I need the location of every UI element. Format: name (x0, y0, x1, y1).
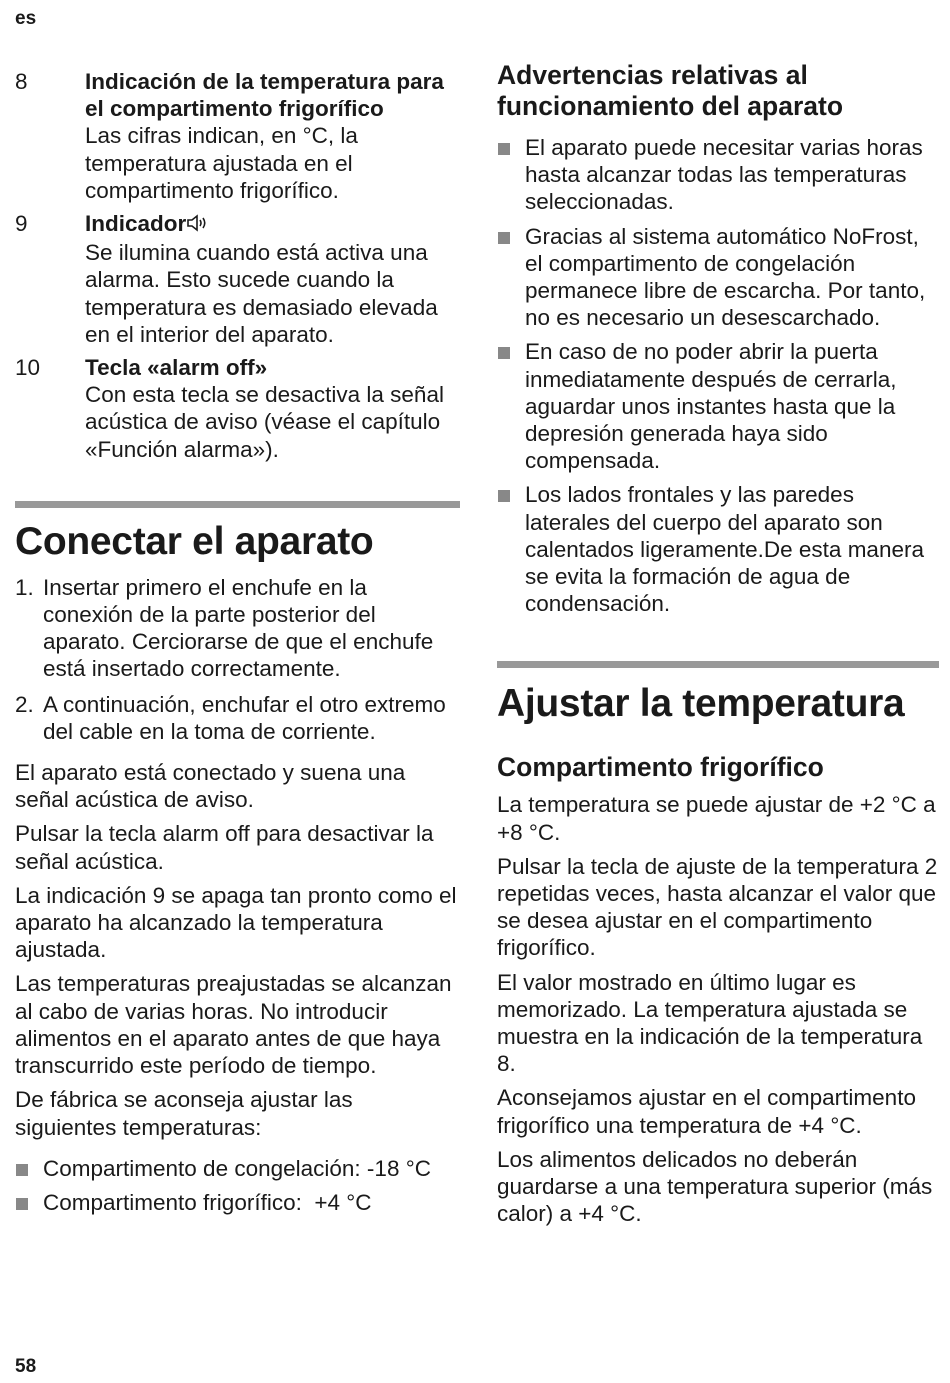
legend-item-8 (15, 68, 460, 204)
page-number: 58 (15, 1356, 37, 1377)
list-item (15, 574, 460, 683)
paragraph: Las temperaturas preajustadas se alcanzan al cabo de varias horas. No introducir alimentos en el aparato antes de que haya transcurrido este período de tiempo. (15, 971, 452, 1079)
step-text: Insertar primero el enchufe en la conexión de la parte posterior del aparato. Cerciorarse de que el enchufe está insertado correctamente. (43, 574, 434, 682)
list-item: Compartimento de congelación: -18 °C (15, 1155, 460, 1182)
legend-item-desc: Las cifras indican, en °C, la temperatura ajustada en el compartimento frigorífico. (85, 123, 358, 203)
right-column (497, 60, 939, 1235)
legend-item-desc: Se ilumina cuando está activa una alarma. Esto sucede cuando la temperatura es demasiado elevada en el interior del aparato. (85, 240, 438, 347)
paragraph: Pulsar la tecla de ajuste de la temperatura 2 repetidas veces, hasta alcanzar el valor que se desea ajustar en el compartimento frigorífico. (497, 853, 938, 961)
recommended-temps-list (15, 1155, 460, 1216)
legend-item-number: 8 (15, 69, 28, 94)
step-number: 1. (15, 574, 34, 600)
legend-item-title-row (85, 210, 460, 239)
connect-steps (15, 574, 460, 745)
warnings-list (497, 134, 939, 617)
paragraph: La indicación 9 se apaga tan pronto como el aparato ha alcanzado la temperatura ajustada. (15, 882, 457, 963)
paragraph: La temperatura se puede ajustar de +2 °C a +8 °C. (497, 792, 936, 845)
section-title-adjust: Ajustar la temperatura (497, 682, 905, 726)
section-title-warnings: Advertencias relativas al funcionamiento del aparato (497, 60, 844, 121)
section-divider (15, 501, 460, 508)
legend-item-10 (15, 354, 460, 463)
legend-item-title: Tecla «alarm off» (85, 355, 268, 381)
legend-item-title: Indicación de la temperatura para el compartimento frigorífico (85, 69, 444, 122)
paragraph: Los alimentos delicados no deberán guardarse a una temperatura superior (más calor) a +4 °C. (497, 1146, 933, 1227)
list-item: El aparato puede necesitar varias horas hasta alcanzar todas las temperaturas seleccionadas. (497, 134, 939, 216)
legend-item-9 (15, 210, 460, 348)
step-number: 2. (15, 691, 34, 717)
legend-item-desc: Con esta tecla se desactiva la señal acústica de aviso (véase el capítulo «Función alarma»). (85, 382, 444, 462)
language-label: es (15, 8, 37, 29)
speaker-icon (187, 212, 209, 239)
paragraph: Pulsar la tecla alarm off para desactivar la señal acústica. (15, 821, 434, 874)
list-item (15, 691, 460, 745)
left-column (15, 68, 460, 1223)
list-item: Gracias al sistema automático NoFrost, el compartimento de congelación permanece libre de escarcha. Por tanto, no es necesario un desescarchado. (497, 223, 939, 332)
paragraph: Aconsejamos ajustar en el compartimento frigorífico una temperatura de +4 °C. (497, 1085, 916, 1138)
section-divider (497, 661, 939, 668)
step-text: A continuación, enchufar el otro extremo del cable en la toma de corriente. (43, 691, 446, 744)
paragraph: De fábrica se aconseja ajustar las siguientes temperaturas: (15, 1087, 353, 1140)
legend-item-title: Indicador (85, 211, 187, 237)
paragraph: El valor mostrado en último lugar es memorizado. La temperatura ajustada se muestra en la indicación de la temperatura 8. (497, 969, 923, 1077)
list-item: Los lados frontales y las paredes laterales del cuerpo del aparato son calentados ligeramente.De esta manera se evita la formación de agua de condensación. (497, 481, 939, 617)
list-item: Compartimento frigorífico: +4 °C (15, 1189, 460, 1216)
paragraph: El aparato está conectado y suena una señal acústica de aviso. (15, 760, 406, 813)
list-item: En caso de no poder abrir la puerta inmediatamente después de cerrarla, aguardar unos instantes hasta que la depresión generada haya sido compensada. (497, 338, 939, 474)
subsection-title: Compartimento frigorífico (497, 752, 824, 783)
legend-item-number: 9 (15, 211, 28, 237)
legend-item-number: 10 (15, 355, 41, 381)
section-title-connect: Conectar el aparato (15, 519, 374, 563)
